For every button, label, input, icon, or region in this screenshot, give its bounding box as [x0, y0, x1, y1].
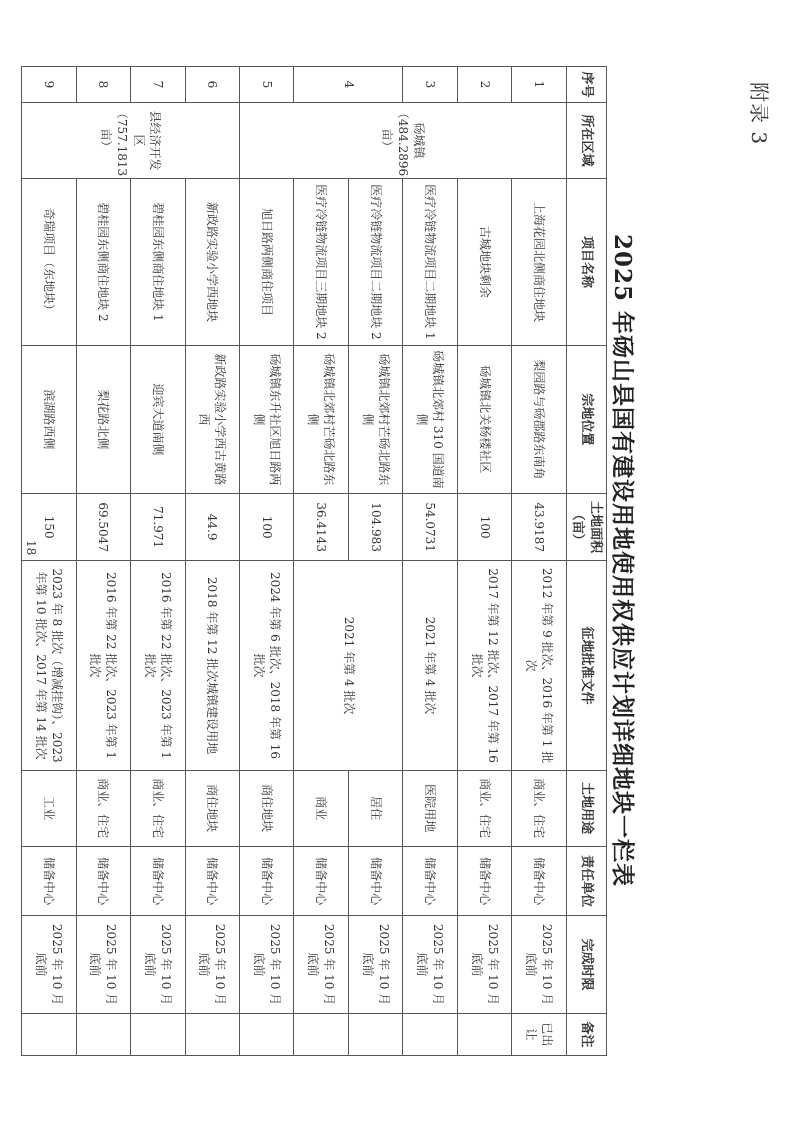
cell-unit: 储备中心 — [76, 846, 130, 916]
cell-use: 商业、住宅 — [131, 770, 185, 846]
cell-unit: 储备中心 — [240, 846, 294, 916]
cell-land-area: 69.5047 — [76, 493, 130, 561]
header-location: 宗地位置 — [566, 345, 606, 493]
cell-unit: 储备中心 — [22, 846, 77, 916]
cell-unit: 储备中心 — [512, 846, 566, 916]
cell-remark — [348, 1013, 402, 1055]
cell-use: 商业 — [294, 770, 348, 846]
cell-land-area: 36.4143 — [294, 493, 348, 561]
table-row — [348, 67, 402, 1056]
appendix-label: 附录 3 — [747, 82, 771, 146]
cell-name: 新政路实验小学西地块 — [185, 178, 239, 345]
cell-deadline: 2025 年 10 月底前 — [403, 916, 457, 1013]
header-area: 所在区域 — [566, 102, 606, 178]
cell-location: 滨湖路西侧 — [22, 345, 77, 493]
cell-land-area: 54.0731 — [403, 493, 457, 561]
table-row — [185, 67, 239, 1056]
cell-deadline: 2025 年 10 月底前 — [185, 916, 239, 1013]
cell-deadline: 2025 年 10 月底前 — [76, 916, 130, 1013]
header-deadline: 完成时限 — [566, 916, 606, 1013]
cell-remark: 已出让 — [512, 1013, 566, 1055]
cell-no: 1 — [512, 67, 566, 103]
cell-use: 商业、住宅 — [457, 770, 511, 846]
cell-land-area: 100 — [457, 493, 511, 561]
cell-location: 梨园路与砀郡路东南角 — [512, 345, 566, 493]
cell-use: 医院用地 — [403, 770, 457, 846]
cell-area-group-dangcheng: 砀城镇（484.2896 亩） — [240, 102, 567, 178]
cell-approval: 2021 年第 4 批次 — [294, 561, 403, 770]
cell-unit: 储备中心 — [348, 846, 402, 916]
header-use: 土地用途 — [566, 770, 606, 846]
header-name: 项目名称 — [566, 178, 606, 345]
cell-deadline: 2025 年 10 月底前 — [512, 916, 566, 1013]
cell-no: 9 — [22, 67, 77, 103]
cell-deadline: 2025 年 10 月底前 — [457, 916, 511, 1013]
cell-remark — [131, 1013, 185, 1055]
header-land-area: 土地面积（亩） — [566, 493, 606, 561]
cell-approval: 2016 年第 22 批次、2023 年第 1 批次 — [76, 561, 130, 770]
table-row — [76, 67, 130, 1056]
cell-name: 医疗冷链物流项目三期地块 2 — [294, 178, 348, 345]
table-row — [457, 67, 511, 1056]
table-header-row — [566, 67, 606, 1056]
cell-remark — [457, 1013, 511, 1055]
cell-approval: 2024 年第 6 批次、2018 年第 16 批次 — [240, 561, 294, 770]
cell-approval: 2023 年 8 批次（增减挂钩）、2023 年第 10 批次、2017 年第 14 批次 — [22, 561, 77, 770]
cell-unit: 储备中心 — [457, 846, 511, 916]
cell-remark — [185, 1013, 239, 1055]
cell-name: 上海花园北侧商住地块 — [512, 178, 566, 345]
cell-remark — [22, 1013, 77, 1055]
cell-location: 砀城镇北郊村芒砀北路东侧 — [348, 345, 402, 493]
cell-unit: 储备中心 — [185, 846, 239, 916]
table-row — [512, 67, 566, 1056]
cell-name: 奇瑞项目（东地块） — [22, 178, 77, 345]
cell-land-area: 100 — [240, 493, 294, 561]
cell-remark — [403, 1013, 457, 1055]
cell-unit: 储备中心 — [131, 846, 185, 916]
table-row — [240, 67, 294, 1056]
cell-no: 2 — [457, 67, 511, 103]
cell-remark — [240, 1013, 294, 1055]
cell-deadline: 2025 年 10 月底前 — [348, 916, 402, 1013]
cell-location: 砀城镇北郊村 310 国道南侧 — [403, 345, 457, 493]
cell-location: 砀城镇东升社区旭日路两侧 — [240, 345, 294, 493]
cell-location: 砀城镇北关杨楼社区 — [457, 345, 511, 493]
cell-approval: 2012 年第 9 批次、2016 年第 1 批次 — [512, 561, 566, 770]
cell-approval: 2018 年第 12 批次城镇建设用地 — [185, 561, 239, 770]
cell-no: 7 — [131, 67, 185, 103]
cell-name: 旭日路两侧商住项目 — [240, 178, 294, 345]
cell-remark — [76, 1013, 130, 1055]
cell-name: 古城地块剩余 — [457, 178, 511, 345]
cell-no: 5 — [240, 67, 294, 103]
header-no: 序号 — [566, 67, 606, 103]
cell-deadline: 2025 年 10 月底前 — [131, 916, 185, 1013]
table-row — [403, 67, 457, 1056]
cell-use: 商住地块 — [185, 770, 239, 846]
cell-approval: 2016 年第 22 批次、2023 年第 1 批次 — [131, 561, 185, 770]
land-plot-table — [21, 66, 607, 1056]
cell-unit: 储备中心 — [403, 846, 457, 916]
cell-name: 碧桂园东侧商住地块 1 — [131, 178, 185, 345]
cell-name: 医疗冷链物流项目二期地块 1 — [403, 178, 457, 345]
cell-name: 医疗冷链物流项目二期地块 2 — [348, 178, 402, 345]
cell-deadline: 2025 年 10 月底前 — [240, 916, 294, 1013]
cell-approval: 2017 年第 12 批次、2017 年第 16 批次 — [457, 561, 511, 770]
cell-no: 8 — [76, 67, 130, 103]
header-unit: 责任单位 — [566, 846, 606, 916]
header-approval: 征地批准文件 — [566, 561, 606, 770]
cell-use: 商住地块 — [240, 770, 294, 846]
cell-deadline: 2025 年 10 月底前 — [294, 916, 348, 1013]
cell-area-group-econ-zone: 县经济开发区（757.1813 亩） — [22, 102, 240, 178]
cell-land-area: 71.971 — [131, 493, 185, 561]
table-row — [131, 67, 185, 1056]
cell-no: 6 — [185, 67, 239, 103]
cell-location: 梨花路北侧 — [76, 345, 130, 493]
cell-location: 迎宾大道南侧 — [131, 345, 185, 493]
cell-name: 碧桂园东侧商住地块 2 — [76, 178, 130, 345]
cell-unit: 储备中心 — [294, 846, 348, 916]
cell-land-area: 43.9187 — [512, 493, 566, 561]
cell-use: 商业、住宅 — [76, 770, 130, 846]
page-title: 2025 年砀山县国有建设用地使用权供应计划详细地块一栏表 — [609, 233, 636, 888]
table-row — [22, 67, 77, 1056]
cell-remark — [294, 1013, 348, 1055]
cell-land-area: 44.9 — [185, 493, 239, 561]
cell-no: 4 — [294, 67, 403, 103]
cell-land-area: 104.983 — [348, 493, 402, 561]
cell-use: 工业 — [22, 770, 77, 846]
cell-deadline: 2025 年 10 月底前 — [22, 916, 77, 1013]
cell-land-area: 150 — [22, 493, 77, 561]
header-remark: 备注 — [566, 1013, 606, 1055]
cell-no: 3 — [403, 67, 457, 103]
cell-use: 商业、住宅 — [512, 770, 566, 846]
cell-location: 新政路实验小学西古黄路西 — [185, 345, 239, 493]
cell-use: 居住 — [348, 770, 402, 846]
cell-location: 砀城镇北郊村芒砀北路东侧 — [294, 345, 348, 493]
page-number: 18 — [24, 540, 38, 556]
cell-approval: 2021 年第 4 批次 — [403, 561, 457, 770]
